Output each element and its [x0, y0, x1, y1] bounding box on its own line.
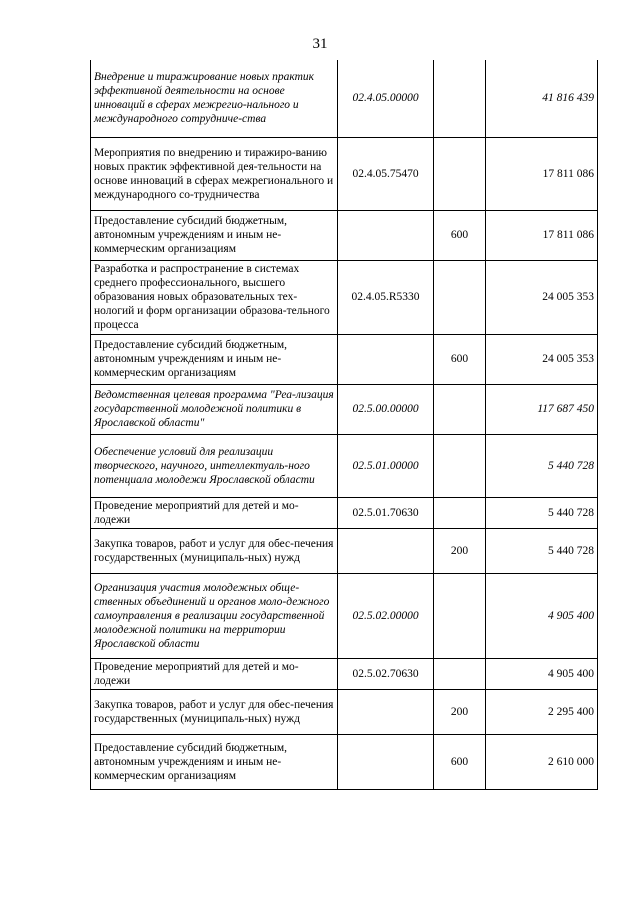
table-row: [91, 260, 598, 334]
amount: 5 440 728: [486, 434, 598, 497]
target-code: 02.5.01.70630: [338, 497, 434, 528]
table-row: [91, 334, 598, 384]
expense-kind: 200: [434, 689, 486, 734]
page-number: 31: [312, 36, 328, 52]
target-code: [338, 689, 434, 734]
target-code: [338, 210, 434, 260]
table-row: [91, 573, 598, 658]
target-code: [338, 528, 434, 573]
table-row: [91, 137, 598, 210]
target-code: 02.4.05.00000: [338, 60, 434, 137]
amount: 4 905 400: [486, 658, 598, 689]
amount: 2 295 400: [486, 689, 598, 734]
expense-kind: [434, 384, 486, 434]
item-name: Ведомственная целевая программа "Реа-лизация государственной молодежной политики в Ярославской области": [91, 384, 338, 434]
expense-kind: 600: [434, 734, 486, 789]
expense-kind: [434, 60, 486, 137]
amount: 5 440 728: [486, 497, 598, 528]
table-row: [91, 689, 598, 734]
target-code: [338, 734, 434, 789]
expense-kind: 200: [434, 528, 486, 573]
amount: 24 005 353: [486, 260, 598, 334]
item-name: Предоставление субсидий бюджетным, автономным учреждениям и иным не-коммерческим организациям: [91, 334, 338, 384]
amount: 24 005 353: [486, 334, 598, 384]
item-name: Организация участия молодежных обще-ственных объединений и органов моло-дежного самоуправления в реализации государственной молодежной политики на территории Ярославской области: [91, 573, 338, 658]
table-row: [91, 60, 598, 137]
item-name: Обеспечение условий для реализации творческого, научного, интеллектуаль-ного потенциала молодежи Ярославской области: [91, 434, 338, 497]
table-row: [91, 734, 598, 789]
target-code: 02.5.01.00000: [338, 434, 434, 497]
amount: 4 905 400: [486, 573, 598, 658]
item-name: Предоставление субсидий бюджетным, автономным учреждениям и иным не-коммерческим организациям: [91, 734, 338, 789]
table-row: [91, 497, 598, 528]
expense-kind: [434, 260, 486, 334]
amount: 5 440 728: [486, 528, 598, 573]
amount: 2 610 000: [486, 734, 598, 789]
expense-kind: [434, 573, 486, 658]
table-row: [91, 434, 598, 497]
item-name: Проведение мероприятий для детей и мо-лодежи: [91, 658, 338, 689]
amount: 117 687 450: [486, 384, 598, 434]
item-name: Мероприятия по внедрению и тиражиро-ванию новых практик эффективной дея-тельности на основе инноваций в сферах межрегионального и международного со-трудничества: [91, 137, 338, 210]
target-code: 02.4.05.R5330: [338, 260, 434, 334]
item-name: Предоставление субсидий бюджетным, автономным учреждениям и иным не-коммерческим организациям: [91, 210, 338, 260]
item-name: Разработка и распространение в системах среднего профессионального, высшего образования новых образовательных тех-нологий и форм организации образова-тельного процесса: [91, 260, 338, 334]
expense-kind: [434, 658, 486, 689]
item-name: Закупка товаров, работ и услуг для обес-печения государственных (муниципаль-ных) нужд: [91, 689, 338, 734]
target-code: 02.5.02.70630: [338, 658, 434, 689]
item-name: Проведение мероприятий для детей и мо-лодежи: [91, 497, 338, 528]
table-row: [91, 658, 598, 689]
table-row: [91, 528, 598, 573]
expense-kind: [434, 497, 486, 528]
expense-kind: [434, 434, 486, 497]
amount: 17 811 086: [486, 137, 598, 210]
table-row: [91, 210, 598, 260]
amount: 17 811 086: [486, 210, 598, 260]
expense-kind: [434, 137, 486, 210]
amount: 41 816 439: [486, 60, 598, 137]
budget-table: [90, 60, 598, 790]
target-code: [338, 334, 434, 384]
target-code: 02.5.02.00000: [338, 573, 434, 658]
table-row: [91, 384, 598, 434]
expense-kind: 600: [434, 210, 486, 260]
target-code: 02.5.00.00000: [338, 384, 434, 434]
item-name: Внедрение и тиражирование новых практик эффективной деятельности на основе инноваций в сферах межрегио-нального и международного сотрудниче-ства: [91, 60, 338, 137]
item-name: Закупка товаров, работ и услуг для обес-печения государственных (муниципаль-ных) нужд: [91, 528, 338, 573]
target-code: 02.4.05.75470: [338, 137, 434, 210]
expense-kind: 600: [434, 334, 486, 384]
